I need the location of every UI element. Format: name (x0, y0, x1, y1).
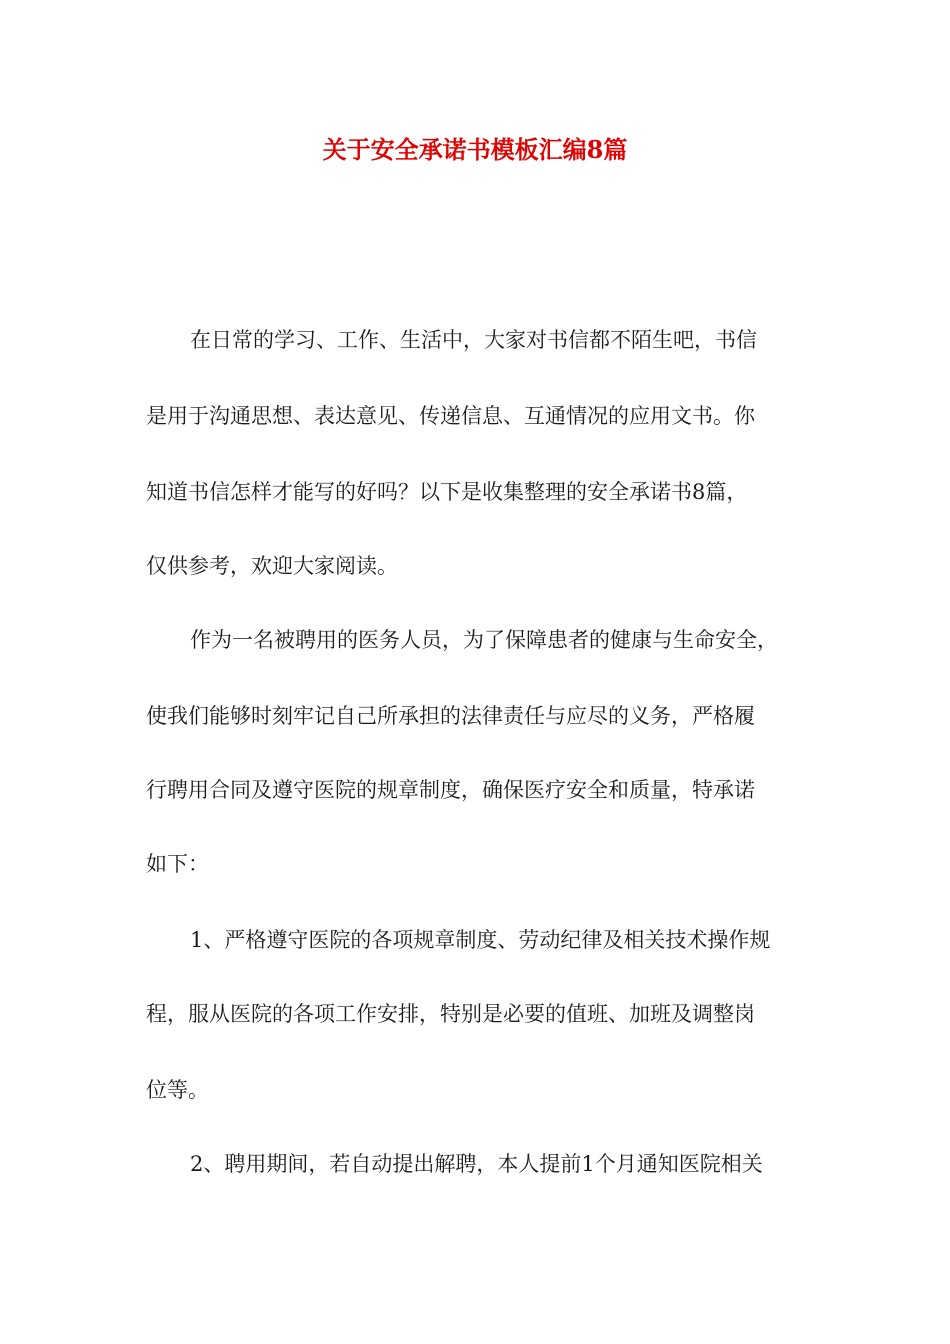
item-2-line-1: 2、聘用期间，若自动提出解聘，本人提前1个月通知医院相关 (190, 1152, 763, 1176)
paragraph-2-line-1: 作为一名被聘用的医务人员，为了保障患者的健康与生命安全， (190, 628, 778, 652)
paragraph-1-line-4: 仅供参考，欢迎大家阅读。 (146, 554, 398, 578)
paragraph-1-line-2: 是用于沟通思想、表达意见、传递信息、互通情况的应用文书。你 (146, 404, 755, 428)
item-1-line-2: 程，服从医院的各项工作安排，特别是必要的值班、加班及调整岗 (146, 1002, 755, 1026)
paragraph-1-line-1: 在日常的学习、工作、生活中，大家对书信都不陌生吧，书信 (190, 328, 757, 352)
item-1-line-3: 位等。 (146, 1078, 209, 1102)
item-1-line-1: 1、严格遵守医院的各项规章制度、劳动纪律及相关技术操作规 (190, 928, 771, 952)
paragraph-2-line-3: 行聘用合同及遵守医院的规章制度，确保医疗安全和质量，特承诺 (146, 778, 755, 802)
paragraph-2-line-4: 如下： (146, 852, 209, 876)
paragraph-2-line-2: 使我们能够时刻牢记自己所承担的法律责任与应尽的义务，严格履 (146, 704, 755, 728)
paragraph-1-line-3: 知道书信怎样才能写的好吗？以下是收集整理的安全承诺书8篇， (146, 480, 748, 504)
document-title: 关于安全承诺书模板汇编8篇 (322, 135, 628, 164)
